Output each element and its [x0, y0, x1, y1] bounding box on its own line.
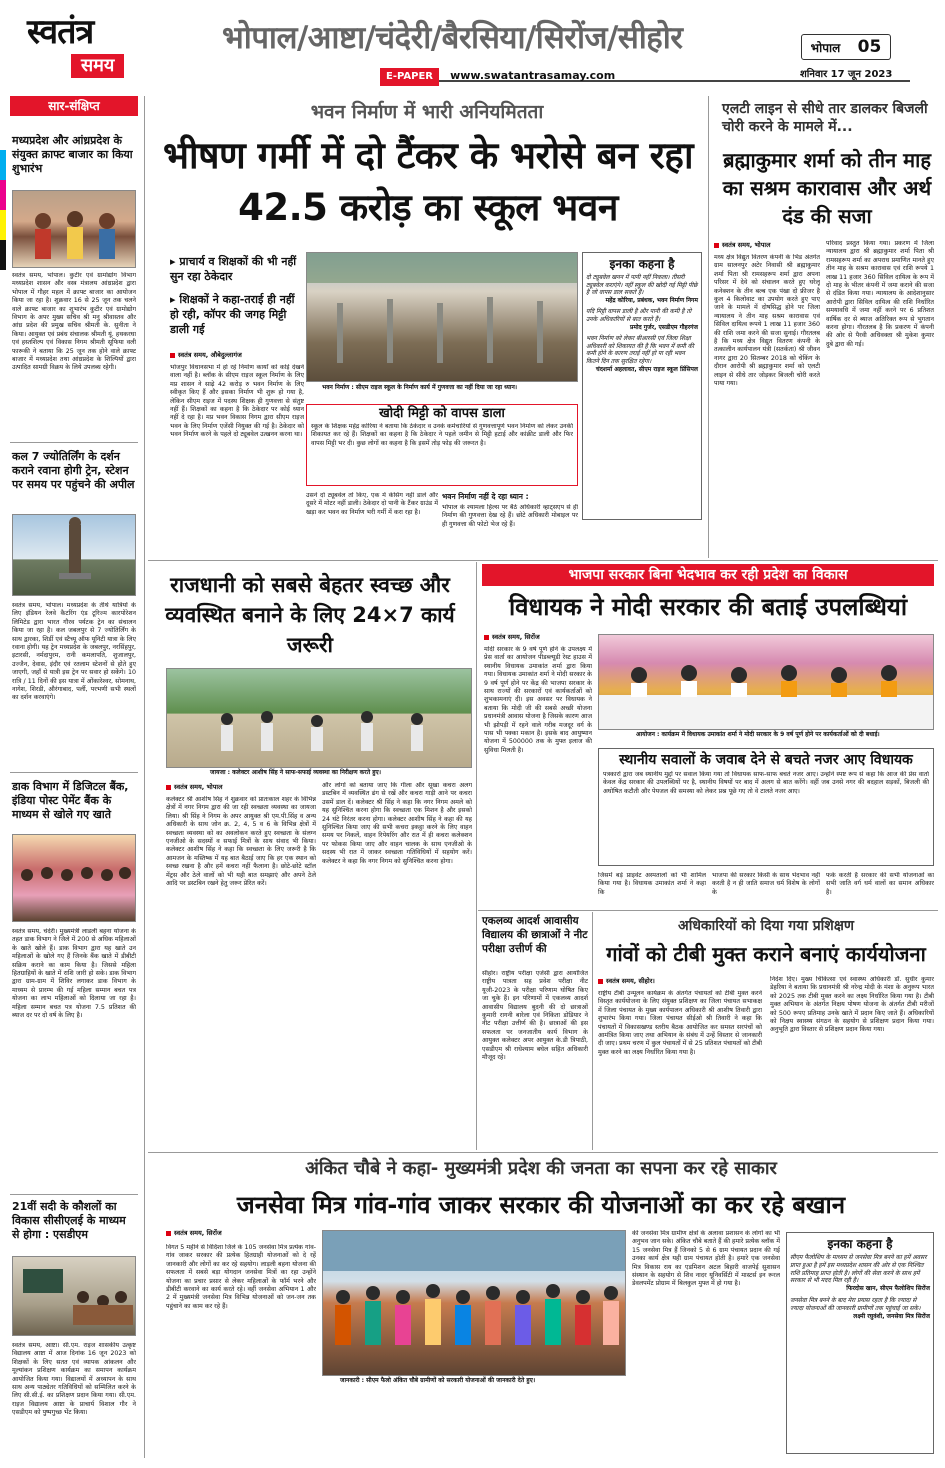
- tb-kicker: अधिकारियों को दिया गया प्रशिक्षण: [678, 918, 854, 934]
- bullet-icon: ▸: [170, 255, 176, 268]
- bjp-bottom-3: फर्क करती है सरकार की सभी योजनाओं का सभी जाति वर्ग धर्म वालों का समान अधिकार है।: [826, 872, 934, 896]
- quote-1-by: महेंद्र कोरिया, प्रबंधक, भवन निर्माण निगम: [605, 296, 698, 304]
- tb-body-2: निर्देश दिए। मुख्य चिकित्सा एवं स्वास्थ्य अधिकारी डॉ. सुधीर कुमार डेहरिया ने बताया कि प्रधानमंत्री श्री नरेन्द्र मोदी के मंशा के अनुरूप भारत को 2025 तक टीबी मुक्त करने का लक्ष्य निर्धारित किया गया है। टीबी मुक्त अभियान के अंतर्गत निक्षय पोषण योजना के अंतर्गत टीबी मरीजों को 500 रूपए प्रतिमाह उनके खाते में प्रदान किए जाते हैं। अधिकारियों को निक्षय स्वास्थ्य संगठन के सहयोग से प्रशिक्षण प्रदान किया गया। अनुभूति द्वारा विस्तार से प्रशिक्षण प्रदान किया गया।: [770, 976, 934, 1034]
- website[interactable]: www.swatantrasamay.com: [450, 69, 616, 82]
- school-photo-caption: भवन निर्माण : सीएम राइज स्कूल के निर्माण कार्य में गुणवत्ता का नहीं दिया जा रहा ध्यान।: [322, 384, 518, 391]
- masthead: [0, 0, 945, 88]
- bjp-dateline: स्वतंत्र समय, सिरोंज: [484, 632, 592, 641]
- school-photo: [306, 252, 578, 382]
- school-bullet-2: [170, 292, 304, 337]
- school-box: [306, 404, 578, 486]
- bjp-bottom-1: जिसमें बड़े प्राइवेट अस्पतालों को भी शामिल किया गया है। विधायक उमाकांत शर्मा ने कहा कि: [598, 872, 706, 896]
- quote-2: यदि मिट्टी वापस डाली है और पानी की कमी है तो उनके अधिकारियों से बात करते हैं।: [586, 308, 692, 323]
- school-body-2: उसने दो ट्यूबवेल तो किए, एक में केसिंग नहीं डाले और दूसरे में मोटर नहीं डाली। ठेकेदार दो पानी के टैंकर ग्राउंड में खड़ा कर भवन का निर्माण भरी गर्मी में करा रहा है।: [306, 492, 438, 516]
- eklavya-headline: एकलव्य आदर्श आवासीय विद्यालय की छात्राओं ने नीट परीक्षा उत्तीर्ण की: [482, 915, 588, 955]
- school-box-title: खोदी मिट्टी को वापस डाला: [379, 406, 505, 421]
- bjp-box-body: पत्रकारों द्वारा जब स्थानीय मुद्दों पर सवाल किया गया तो विधायक साफ-साफ बचते नजर आए। उन्होंने स्पष्ट रूप से कहा कि आज की प्रेस वार्ता केवल केंद्र सरकार की उपलब्धियों पर है, स्थानीय विषयों पर बाद में अलग से बात करेंगे। वहीं जब उनसे नगर की बदहाल सड़कों, बिजली की अघोषित कटौती और पेयजल की समस्या को लेकर प्रश्न पूछे गए तो वे टालते नजर आए।: [603, 771, 929, 795]
- sidebar-story-1-body: स्वतंत्र समय, भोपाल। कुटीर एवं ग्रामोद्योग विभाग मध्यप्रदेश शासन और वस्त्र मंत्रालय आंध्रप्रदेश द्वारा भोपाल में गौहर महल में क्राफ्ट बाजार का आयोजन किया जा रहा है। शुक्रवार 16 से 25 जून तक चलने वाले क्राफ्ट बाजार का शुभारंभ कुटीर एवं ग्रामोद्योग विभाग के अपर मुख्य सचिव श्री मनु श्रीवास्तव और आंध्र प्रदेश की प्रमुख सचिव श्रीमती के. सुनीता ने किया। आयुक्त एवं प्रबंध संचालक श्रीमती यूं. हथकरघा एवं हस्तशिल्प एवं विकास निगम श्रीमती सूफिया वली फारूकी ने बताया कि 25 जून तक होने वाले क्राफ्ट बाजार में मध्यप्रदेश तथा आंध्रप्रदेश के शिल्पियों द्वारा उत्पादित सामग्री विक्रय के लिये उपलब्ध रहेगी।: [12, 272, 136, 372]
- sidebar-story-2-body: स्वतंत्र समय, भोपाल। मध्यप्रदेश के तीर्थ यात्रियों के लिए इंडियन रेलवे कैटरिंग एंड टूरिज्म कारपोरेशन लिमिटेड द्वारा भारत गौरव पर्यटक ट्रेन का संचालन किया जा रहा है। कल जबलपुर से 7 ज्योतिर्लिंग के साथ द्वारका, शिर्डी एवं स्टैच्यू ऑफ यूनिटी यात्रा के लिए रवाना होगी। यह ट्रेन मध्यप्रदेश के जबलपुर, नरसिंहपुर, इटारसी, नर्मदापुरम, रानी कमलापति, शुजालपुर, उज्जैन, देवास, इंदौर एवं रतलाम स्टेशनों से होते हुए जाएगी, जहाँ से यात्री इस ट्रेन पर सवार हो सकेंगे। 10 रात्रि / 11 दिनों की इस यात्रा में ओंकारेश्वर, सोमनाथ, नागेश, शिरडी, औरंगाबाद, पर्ली, परभणी सभी स्थलों का दर्शन करवाएंगे।: [12, 602, 136, 702]
- page-box: [801, 34, 891, 60]
- bjp-body: मोदी सरकार के 9 वर्ष पूर्ण होने के उपलक्ष्य में प्रेस वार्ता का आयोजन पीडब्ल्यूडी रेस्ट हाउस में स्थानीय विधायक उमाकांत शर्मा द्वारा किया गया। विधायक उमाकांत शर्मा ने मोदी सरकार के 9 वर्ष पूर्ण होने पर केंद्र की भाजपा सरकार के साथ राज्यों की सरकारों एवं कार्यकर्ताओं को शुभकामनाएं दी। इस अवसर पर विधायक ने बताया कि मोदी जी की सबसे अच्छी योजना प्रधानमंत्री आवास योजना है जिसके कारण आज भी झोपड़ी में रहने वाले गरीब मजदूर वर्ग के पास भी पक्का मकान है। इसके बाद आयुष्मान योजना में 500000 तक के मुफ्त इलाज की सुविधा मिलती है।: [484, 646, 592, 754]
- issue-date: शनिवार 17 जून 2023: [800, 69, 893, 80]
- logo-bottom: समय: [71, 54, 124, 78]
- registration-strip: [0, 150, 6, 270]
- quote-3: भवन निर्माण को लेकर बीआरसी एवं जिला शिक्षा अधिकारी को शिकायत की है कि भवन में कमी की कमी होने के कारण तराई नहीं हो पा रही भवन कितने दिन तक सुरक्षित रहेगा।: [586, 335, 694, 365]
- jansewa-photo: [322, 1230, 626, 1376]
- electricity-body-1: मध्य क्षेत्र विद्युत वितरण कंपनी के भिंड अंतर्गत ग्राम सालनपुर अटेर निवासी श्री ब्रह्माकुमार शर्मा पिता श्री रामसहरूप शर्मा द्वारा अपना परिसर में देवे को संचालन करते हुए घरेलू कनेक्शन के तीन बल्ब एक पंखा दो फ्रीजर है कुल 4 किलोवाट का उपयोग करते हुए पाए जाने के मामले में दोषसिद्ध होने पर जिला न्यायालय ने तीन माह सश्रम कारावास एवं सिविल दायित्व रूपये 1 लाख 11 हजार 360 की राशि जमा करने की सजा सुनाई। गौरतलब है कि मध्य क्षेत्र विद्युत वितरण कंपनी के तत्कालीन कार्यपालन यंत्री (सतर्कता) श्री जीवन नागर द्वारा 20 सितम्बर 2018 को चेकिंग के दौरान आरोपी श्री ब्रह्माकुमार शर्मा को एलटी लाइन से सीधे तार जोड़कर बिजली चोरी करते पाया गया।: [714, 254, 820, 388]
- sidebar-story-3-body: स्वतंत्र समय, चंदेरी। मुख्यमंत्री लाडली बहना योजना के तहत डाक विभाग ने जिले में 200 से अधिक महिलाओं के खाते खोले हैं। डाक विभाग द्वारा यह खाते उन महिलाओं के खोले गए हैं जिनके बैंक खाते में डीबीटी सक्रिय कराने का काम किया है। जिससे महिला हितग्राहियों के खाते में राशि जारी हो सके। डाक विभाग द्वारा ग्राम-ग्राम में शिविर लगाकर डाक विभाग के माध्यम से प्रारम्भ की गई महिला सम्मान बचत पत्र योजना का लाभ महिलाओं को दिलाया जा रहा है। महिला सम्मान बचत पत्र योजना 7.5 प्रतिशत की ब्याज दर पर दो वर्ष के लिए है।: [12, 928, 136, 1020]
- women-group-photo: [13, 835, 136, 922]
- sidebar-story-1-photo: [12, 190, 136, 268]
- city-label: भोपाल: [810, 40, 841, 55]
- school-headline: भीषण गर्मी में दो टैंकर के भरोसे बन रहा 42.5 करोड़ का स्कूल भवन: [162, 134, 694, 229]
- capital-body-2: और लोगों को बताया जाए कि गीला और सूखा कचरा अलग डस्टबिन में व्यवस्थित ढंग से रखें और कचरा गाड़ी आने पर कचरा उसमें डाल दें। कलेक्टर श्री सिंह ने कहा कि नगर निगम अमले को यह सुनिश्चित करना होगा कि स्वच्छता एक मिशन है और इसको 24 घंटे निरंतर करना होगा। कलेक्टर आशीष सिंह ने कहा की यह सुनिश्चित किया जाए की सभी कचरा इकट्ठा करने के लिए वाहन समय पर निकलें, वाहन रिपेयरिंग और रात में ही कचरा कलेक्शन पर फोकस किया जाए और वाहन चालक के साथ एनजीओ के सदस्य भी रात में जाकर स्वच्छता गतिविधियों में सहयोग करें। कलेक्टर ने कहा कि नगर निगम को सुनिश्चित करना होगा।: [322, 782, 472, 865]
- sidebar-story-4-title: 21वीं सदी के कौशलों का विकास सीसीएलई के माध्यम से होगा : एसडीएम: [12, 1200, 126, 1241]
- people-photo: [13, 191, 136, 268]
- logo-top: स्वतंत्र: [27, 12, 94, 52]
- school-kicker: भवन निर्माण में भारी अनियमितता: [310, 101, 544, 123]
- electricity-kicker: एलटी लाइन से सीधे तार डालकर बिजली चोरी करने के मामले में...: [722, 101, 928, 135]
- jansewa-quote-2-by: लक्ष्मी रघुवंशी, जनसेवा मित्र सिरोंज: [853, 1312, 930, 1320]
- capital-headline: राजधानी को सबसे बेहतर स्वच्छ और व्यवस्थित बनाने के लिए 24×7 कार्य जरूरी: [165, 573, 455, 657]
- jansewa-quote-box: [786, 1232, 934, 1454]
- bjp-banner: [482, 564, 934, 586]
- bjp-box: [598, 748, 934, 866]
- bjp-bottom-2: भाजपा की सरकार किसी के साथ भेदभाव नहीं करती है न ही जाति समाज धर्म विशेष के लोगों के: [712, 872, 820, 896]
- page-number: 05: [857, 37, 882, 57]
- capital-dateline: स्वतंत्र समय, भोपाल: [166, 782, 316, 791]
- sidebar-story-2-photo: [12, 514, 136, 596]
- electricity-body-2: परिवाद प्रस्तुत किया गया। प्रकरण में जिला न्यायालय द्वारा श्री ब्रह्माकुमार शर्मा पिता श्री रामसहरूप शर्मा का अपराध प्रमाणित मानते हुए तीन माह के सश्रम कारावास एवं राशि रूपये 1 लाख 11 हजार 360 सिविल दायित्व के रूप में दो माह के भीतर कंपनी में जमा कराने की सजा से दंडित किया गया। न्यायालय के आदेशानुसार आरोपी द्वारा सिविल दायित्व की राशि निर्धारित समयावधि में जमा नहीं करने पर 6 प्रतिशत वार्षिक दर से ब्याज अतिरिक्त रूप से भुगतान करना होगा। गौरतलब है कि प्रकरण में कंपनी की ओर से पैरवी अधिवक्ता श्री मुकेश कुमार दुबे द्वारा की गई।: [826, 240, 934, 348]
- electricity-dateline: स्वतंत्र समय, भोपाल: [714, 240, 820, 249]
- jansewa-quote-2: जनसेवा मित्र बनने के बाद मेरा प्रयास रहता है कि ज्यादा से ज्यादा योजनाओं की जानकारी ग्रामीणों तक पहुंचाई जा सके।: [790, 1296, 921, 1312]
- quote-2-by: प्रमोद गुर्जर, एसडीएम गौहरगंज: [629, 323, 698, 331]
- quote-title: इनका कहना है: [609, 257, 675, 271]
- school-box-body: स्कूल के शिक्षक महेंद्र कोरिया ने बताया कि ठेकेदार व उनके कर्मचारियों से गुणवत्तापूर्ण भवन निर्माण को लेकर उनकी शिकायत कर रहे हैं। शिक्षकों का कहना है कि ठेकेदार ने पहले जमीन से मिट्टी हटाई और कांक्रीट डाली और फिर वापस मिट्टी भर दी। कुछ लोगों का कहना है कि इसमें तोड़ फोड़ की जरूरत है।: [311, 423, 573, 447]
- bullet-2-text: शिक्षकों ने कहा-तराई ही नहीं हो रही, कॉपर की जगह मिट्टी डाली गई: [170, 293, 295, 336]
- jansewa-kicker: अंकित चौबे ने कहा- मुख्यमंत्री प्रदेश की जनता का सपना कर रहे साकार: [305, 1158, 777, 1179]
- epaper-label: E-PAPER: [380, 68, 439, 86]
- bjp-photo-caption: आयोजन : कार्यक्रम में विधायक उमाकांत शर्मा ने मोदी सरकार के 9 वर्ष पूर्ण होने पर कार्यकर्ताओं को दी बधाई।: [636, 731, 880, 738]
- school-quote-box: [582, 252, 702, 520]
- school-subhead-body: भोपाल के श्यामला हिल्स पर बैठे अधिकारी व्हाट्सएप से ही निर्माण की गुणवत्ता देख रहे हैं। छोटे अधिकारी मोबाइल पर ही गुणवत्ता की फोटो भेज रहे हैं।: [442, 504, 578, 528]
- jansewa-dateline: स्वतंत्र समय, सिरोंज: [166, 1228, 316, 1237]
- edition-title: भोपाल/आष्टा/चंदेरी/बैरसिया/सिरोंज/सीहोर: [222, 20, 683, 56]
- jansewa-quote-title: इनका कहना है: [827, 1237, 893, 1251]
- school-bullet-1: [170, 254, 304, 284]
- jansewa-body-1: विगत 5 महीने से विदिशा जिले के 105 जनसेवा मित्र प्रत्येक गांव-गांव जाकर सरकार की प्रत्येक हितग्राही योजनाओं को दे रहें जानकारी और लोगों का कर रहे सहयोग। लाड़ली बहना योजना की सफलता में सबसे बड़ा योगदान जनसेवा मित्रों का रहा उन्होंने योजना का प्रचार प्रसार से लेकर महिलाओं के फॉर्म भरने और डीबीटी करवाने का कार्य करते रहे। वहीं जनसेवा अभियान 1 और 2 में मुख्यमंत्री जनसेवा मित्र विभिन्न योजनाओं को जन-जन तक पहुंचाने का काम कर रहे हैं।: [166, 1244, 316, 1310]
- bjp-banner-text: भाजपा सरकार बिना भेदभाव कर रही प्रदेश का विकास: [568, 567, 848, 583]
- bullet-1-text: प्राचार्य व शिक्षकों की भी नहीं सुन रहा ठेकेदार: [170, 255, 297, 283]
- bjp-box-title: स्थानीय सवालों के जवाब देने से बचते नजर आए विधायक: [619, 752, 913, 768]
- electricity-headline: ब्रह्माकुमार शर्मा को तीन माह का सश्रम कारावास और अर्थ दंड की सजा: [722, 148, 932, 228]
- inspection-photo: [167, 669, 472, 768]
- sidebar-story-3-title: डाक विभाग में डिजिटल बैंक, इंडिया पोस्ट पेमेंट बैंक के माध्यम से खोले गए खाते: [12, 780, 129, 821]
- sidebar-header: सार-संक्षिप्त: [10, 96, 138, 116]
- sidebar: [10, 96, 138, 1458]
- villagers-photo: [323, 1231, 626, 1376]
- bullet-icon: ▸: [170, 293, 176, 306]
- sidebar-story-4-body: स्वतंत्र समय, आष्टा। सी.एम. राइज शासकीय उत्कृष्ट विद्यालय आष्टा में आज दिनांक 16 जून 2023 को शिक्षकों के लिए सतत एवं व्यापक आंकलन और मूल्यांकन प्रशिक्षण कार्यक्रम का समापन कार्यक्रम आयोजित किया गया। विद्यालयों में अध्यापन के साथ साथ अन्य पाठ्येतर गतिविधियों को सम्मिलित करने के लिए सी.सी.ई. का प्रशिक्षण प्रदान किया गया। सी.एम. राइज विद्यालय आष्टा के प्राचार्य विशाल गौर ने एसडीएम को पुष्पगुच्छ भेंट किया।: [12, 1342, 136, 1417]
- eklavya-body: सीहोर। राष्ट्रीय परीक्षा एजेंसी द्वारा आयोजित राष्ट्रीय पात्रता सह प्रवेश परीक्षा नीट यूजी-2023 के परीक्षा परिणाम घोषित किए जा चुके हैं। इन परिणामों में एकलव्य आदर्श आवासीय विद्यालय बुदनी की दो छात्राओं कुमारी रागनी बारेला एवं निकिता डोडियार ने नीट परीक्षा उत्तीर्ण की है। छात्राओं की इस सफलता पर जनजातीय कार्य विभाग के आयुक्त कलेक्टर अपर आयुक्त के.डी त्रिपाठी, एसडीएम श्री राधेश्याम बघेल सहित अधिकारी मौजूद रहे।: [482, 970, 588, 1062]
- tb-headline: गांवों को टीबी मुक्त कराने बनाएं कार्ययोजना: [606, 942, 926, 966]
- jansewa-headline: जनसेवा मित्र गांव-गांव जाकर सरकार की योजनाओं का कर रहे बखान: [236, 1191, 846, 1219]
- sidebar-story-2-title: कल 7 ज्योतिर्लिंग के दर्शन कराने रवाना होगी ट्रेन, स्टेशन पर समय पर पहुंचने की अपील: [12, 450, 135, 491]
- jansewa-quote-1: सीएम फैलोशिप के माध्यम से जनसेवा मित्र बनने का हमें अवसर प्राप्त हुआ है हमें इस मध्यप्रदेश शासन की ओर से एक निश्चित राशि प्रतिमाह प्राप्त होती है। लोगों की सेवा करने के साथ हमें सरकार से भी मदद मिल रही है।: [790, 1254, 927, 1285]
- sidebar-story-4-photo: [12, 1256, 136, 1336]
- school-dateline: स्वतंत्र समय, औबेदुल्लागंज: [170, 350, 304, 359]
- jansewa-body-2: की जनसेवा मित्र ग्रामीण क्षेत्रों के अलावा प्रशासन के लोगों का भी अनुभव जान सके। अंकित चौबे बताते हैं की हमारे प्रत्येक ब्लॉक में 15 जनसेवा मित्र हैं जिनको 5 से 6 ग्राम पंचायत प्रदान की गई उनका कार्य क्षेत्र यही ग्राम पंचायत होती है। हमारे एक जनसेवा मित्र विकास राय का एडमिशन अटल बिहारी वाजपेई सुशासन संस्थान के सहयोग से शिव नादर यूनिवर्सिटी में मास्टर्स इन रूरल डेवलपमेंट प्रोग्राम में बिलकुल मुफ्त में हो गया है।: [632, 1230, 780, 1288]
- bjp-photo: [598, 634, 934, 730]
- capital-photo: [166, 668, 472, 768]
- logo[interactable]: [27, 14, 157, 84]
- bjp-headline: विधायक ने मोदी सरकार की बताई उपलब्धियां: [508, 593, 908, 621]
- capital-photo-caption: जायजा : कलेक्टर आशीष सिंह ने साफ-सफाई व्यवस्था का निरीक्षण करते हुए।: [210, 769, 381, 776]
- press-conference-photo: [599, 635, 934, 730]
- classroom-photo: [13, 1257, 136, 1336]
- statue-photo: [13, 515, 136, 596]
- sidebar-story-1-title: मध्यप्रदेश और आंध्रप्रदेश के संयुक्त क्राफ्ट बाजार का किया शुभारंभ: [12, 134, 133, 175]
- quote-1: दो ट्यूबवेल खनन में पानी नहीं निकला। तीसरी ट्यूबवेल कराएंगे। नहीं स्कूल की खोदी गई मिट्टी पीछे है जो वापस डाल सकते हैं।: [586, 274, 698, 297]
- tb-body-1: राष्ट्रीय टीबी उन्मूलन कार्यक्रम के अंतर्गत पंचायतों को टीबी मुक्त करने विस्तृत कार्ययोजना के लिए संयुक्त प्रशिक्षण का जिला पंचायत सभाकक्ष में जिला पंचायत के मुख्य कार्यपालन अधिकारी श्री आशीष तिवारी द्वारा शुभारंभ किया गया। जिला पंचायत सीईओ श्री तिवारी ने कहा कि पंचायतों में विकासखण्ड स्तरीय बैठक आयोजित कर समस्त सरपंचों को आमंत्रित किया जाए तथा अभियान के संबंध में उन्हें विस्तार से जानकारी दी जाए। प्रथम चरण में कुल पंचायतों में से 25 प्रतिशत पंचायतों को टीबी मुक्त करने का लक्ष्य निर्धारित किया गया है।: [598, 990, 762, 1056]
- jansewa-photo-caption: जानकारी : सीएम फैलो अंकित चौबे ग्रामीणों को सरकारी योजनाओं की जानकारी देते हुए।: [340, 1377, 536, 1384]
- capital-body-1: कलेक्टर श्री आशीष सिंह ने शुक्रवार को प्रातःकाल शहर के विभिन्न क्षेत्रों में नगर निगम द्वारा की जा रही स्वच्छता व्यवस्था का जायजा लिया। श्री सिंह ने निगम के अपर आयुक्त श्री एम.पी.सिंह व अन्य अधिकारी के साथ जोन क्र. 2, 4, 5 व 6 के विभिन्न क्षेत्रों में स्वच्छता व्यवस्था को का अवलोकन करते हुए स्वच्छता के संलग्न एनजीओ के सदस्यों व सफाई मित्रों के साथ संवाद भी किया। कलेक्टर आशीष सिंह ने कहा कि स्वच्छता के लिए जरूरी है कि आमजन के मस्तिष्क में यह बात बैठाई जाए कि हर एक स्थान को स्वच्छ रखना है और हमें कचरा नहीं फैलाना है। छोटे-छोटे स्टॉल मेंट्रस और ठेले वालों को भी यही बात समझाएं और अपने ठेले आदि पर डस्टबिन रखने हेतु जरूर प्रेरित करें।: [166, 796, 316, 888]
- quote-3-by: चंदशर्मा अहलावत, सीएम राइज स्कूल प्रिंसिपल: [595, 365, 698, 373]
- school-subhead: भवन निर्माण नहीं दे रहा ध्यान :: [442, 492, 529, 501]
- school-body-1: भोजपुर विधानसभा में हो रहे निर्माण कार्यों को कोई देखने वाला नहीं है। ब्लॉक के सीएम राइज स्कूल निर्माण के लिए मप्र शासन ने साढ़े 42 करोड़ रु भवन निर्माण के लिए स्वीकृत किए हैं और इसका निर्माण भी शुरू हो गया है, लेकिन सीएम राइज में पदस्थ शिक्षक ही गुणवत्ता से संतुष्ट नहीं हैं। शिक्षकों का कहना है कि ठेकेदार पर कोई ध्यान नहीं दे रहा है। मप्र भवन विकास निगम द्वारा सीएम राइज भवन के लिए निर्माण एजेंसी नियुक्त की गई है। ठेकेदार को भवन निर्माण करने के पहले दो ट्यूबवेल उत्खनन करना था।: [170, 364, 304, 439]
- construction-photo: [307, 253, 578, 382]
- jansewa-quote-1-by: फिरदोस खान, सीएम फैलोशिप सिरोंज: [846, 1285, 930, 1293]
- tb-dateline: स्वतंत्र समय, सीहोर।: [598, 976, 762, 985]
- sidebar-story-3-photo: [12, 834, 136, 922]
